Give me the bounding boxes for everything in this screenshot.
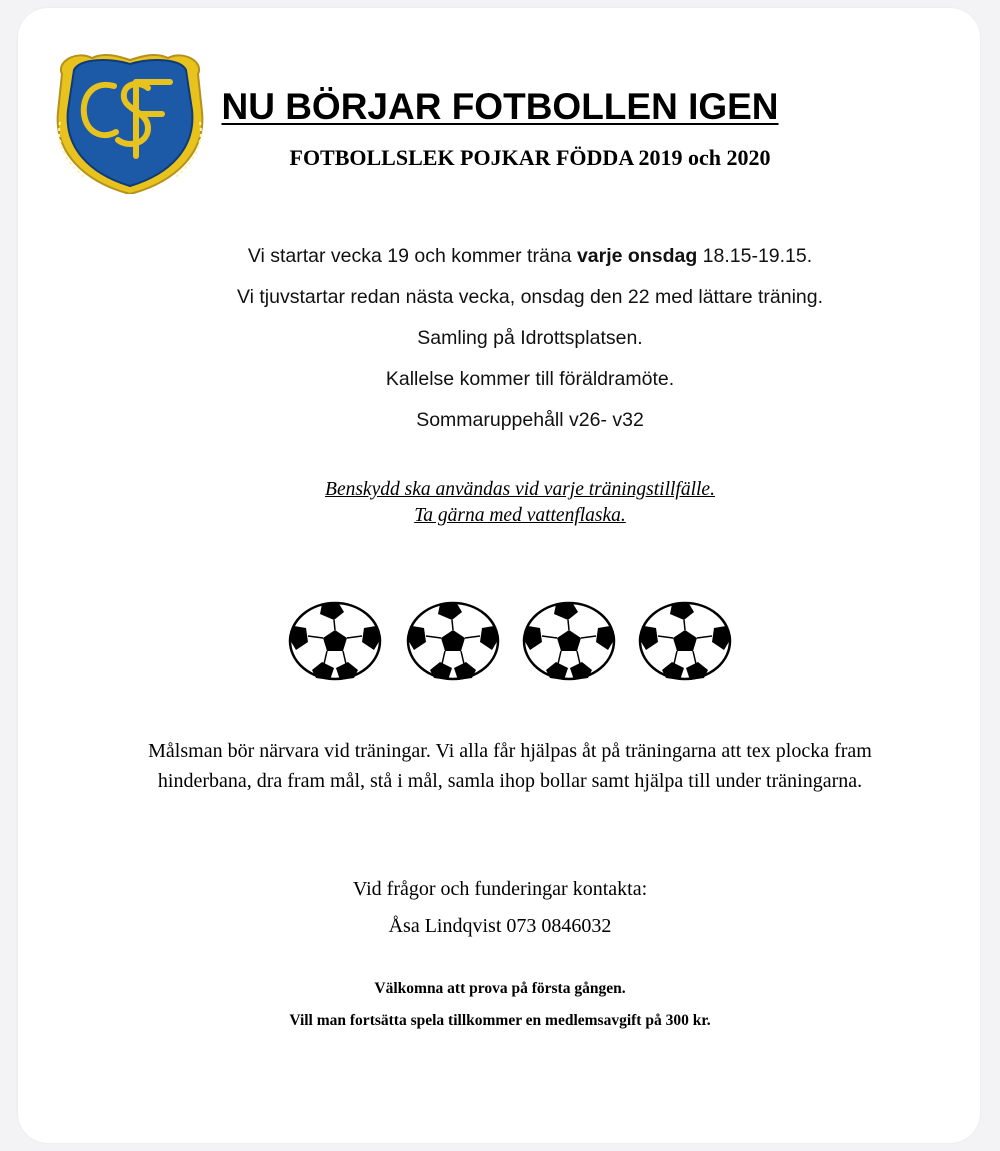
schedule-line-start: Vi startar vecka 19 och kommer träna varje onsdag 18.15-19.15. (247, 245, 813, 267)
soccer-ball-icon (638, 600, 732, 682)
water-bottle-note: Ta gärna med vattenflaska. (414, 505, 626, 526)
shin-guard-note: Benskydd ska användas vid varje träningstillfälle. (325, 479, 715, 500)
soccer-ball-icon (406, 600, 500, 682)
equipment-notes (0, 477, 1000, 529)
schedule-line-meeting-place: Samling på Idrottsplatsen. (417, 327, 643, 349)
schedule-line-early-start: Vi tjuvstartar redan nästa vecka, onsdag den 22 med lättare träning. (236, 286, 824, 308)
soccer-ball-icon (288, 600, 382, 682)
schedule-line-summer-break: Sommaruppehåll v26- v32 (416, 409, 644, 431)
soccer-ball-icon (522, 600, 616, 682)
contact-info (0, 871, 1000, 945)
contact-intro: Vid frågor och funderingar kontakta: (352, 878, 648, 900)
schedule-line-parent-meeting: Kallelse kommer till föräldramöte. (385, 368, 675, 390)
parent-help-paragraph: Målsman bör närvara vid träningar. Vi alla får hjälpas åt på träningarna att tex plocka fram hinderbana, dra fram mål, stå i mål, samla ihop bollar samt hjälpa till under träningarna. (148, 740, 872, 792)
contact-person: Åsa Lindqvist 073 0846032 (388, 915, 612, 937)
soccer-ball-row (288, 600, 738, 684)
flyer-footer (0, 973, 1000, 1037)
membership-fee-line: Vill man fortsätta spela tillkommer en medlemsavgift på 300 kr. (289, 1012, 711, 1029)
schedule-info (0, 236, 1000, 441)
training-day: varje onsdag (576, 245, 698, 267)
flyer-subtitle: FOTBOLLSLEK POJKAR FÖDDA 2019 och 2020 (289, 145, 771, 170)
welcome-line: Välkomna att prova på första gången. (374, 980, 626, 997)
flyer-title: NU BÖRJAR FOTBOLLEN IGEN (221, 86, 779, 127)
